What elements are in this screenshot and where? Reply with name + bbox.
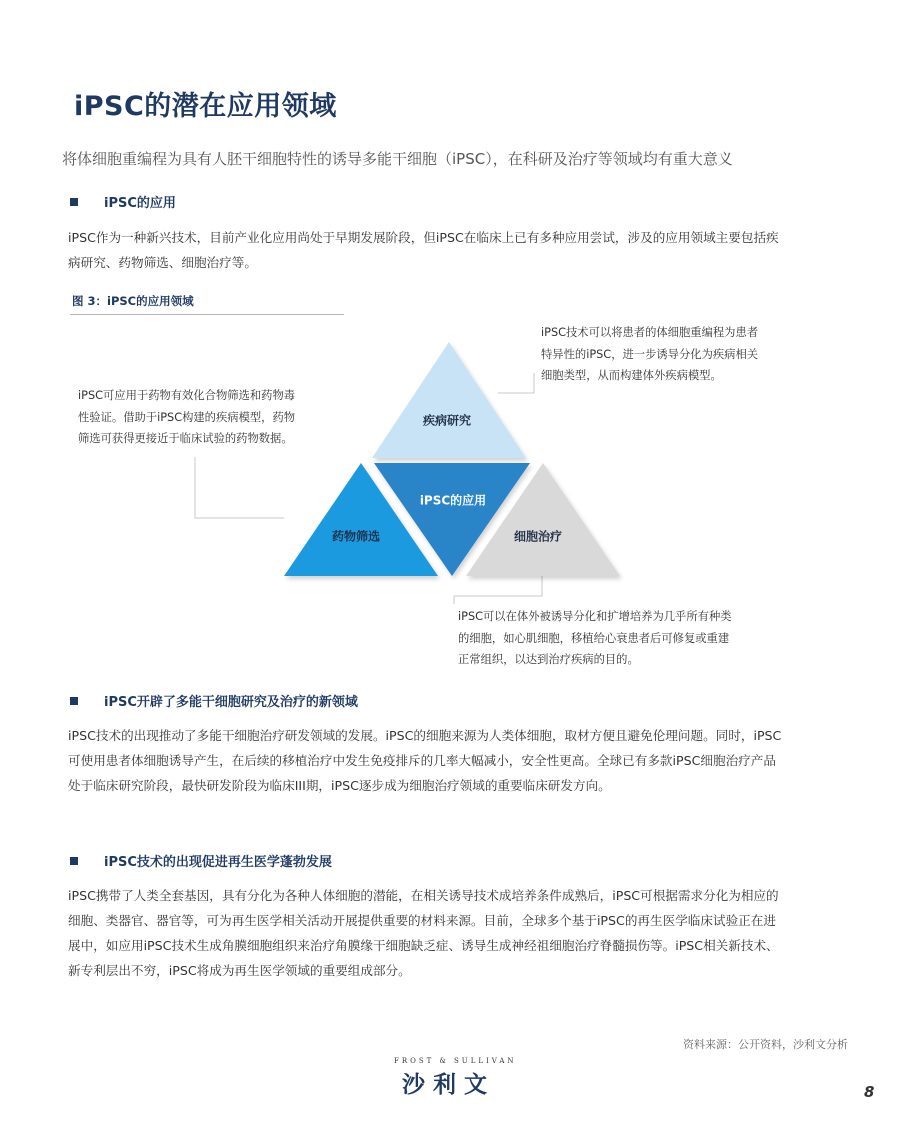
page-number: 8 (864, 1083, 875, 1101)
callout-drug-screening: iPSC可应用于药物有效化合物筛选和药物毒 性验证。借助于iPSC构建的疾病模型，药物 筛选可获得更接近于临床试验的药物数据。 (78, 389, 296, 445)
logo-english-text: FROST & SULLIVAN (394, 1057, 517, 1065)
callout-disease-research: iPSC技术可以将患者的体细胞重编程为患者 特异性的iPSC，进一步诱导分化为疾病相关 细胞类型，从而构建体外疾病模型。 (541, 326, 759, 382)
callout-cell-therapy: iPSC可以在体外被诱导分化和扩增培养为几乎所有种类 的细胞，如心肌细胞，移植给心衰患者后可修复或重建 正常组织，以达到治疗疾病的目的。 (458, 610, 732, 666)
logo-chinese-text: 沙利文 (402, 1072, 495, 1098)
section-heading-application: iPSC的应用 (70, 192, 176, 211)
label-disease-research: 疾病研究 (422, 413, 472, 428)
triangle-disease-research (372, 342, 526, 458)
section-heading-new-field: iPSC开辟了多能干细胞研究及治疗的新领域 (70, 691, 358, 710)
page-subtitle: 将体细胞重编程为具有人胚干细胞特性的诱导多能干细胞（iPSC），在科研及治疗等领域均有重大意义 (62, 150, 733, 168)
label-drug-screening: 药物筛选 (331, 529, 381, 544)
section-paragraph-new-field: iPSC技术的出现推动了多能干细胞治疗研发领域的发展。iPSC的细胞来源为人类体细胞，取材方便且避免伦理问题。同时，iPSC 可使用患者体细胞诱导产生，在后续的移植治疗中发生免疫排斥的几率大幅减小，安全性更高。全球已有多款iPSC细胞治疗产品 处于临床研究阶段，最快研发阶段为临床III期，iPSC逐步成为细胞治疗领域的重要临床研发方向。 (68, 728, 782, 793)
label-ipsc-application: iPSC的应用 (419, 493, 487, 508)
connector-line-bottom (454, 576, 542, 604)
connector-line-top (498, 373, 534, 393)
section-heading-regenerative-medicine: iPSC技术的出现促进再生医学蓬勃发展 (70, 851, 332, 870)
label-cell-therapy: 细胞治疗 (513, 529, 563, 544)
page-title: iPSC的潜在应用领域 (74, 91, 337, 122)
section-paragraph-application: iPSC作为一种新兴技术，目前产业化应用尚处于早期发展阶段，但iPSC在临床上已有多种应用尝试，涉及的应用领域主要包括疾 病研究、药物筛选、细胞治疗等。 (68, 230, 779, 270)
bullet-square-icon (70, 857, 78, 865)
connector-line-left (195, 457, 284, 518)
source-note: 资料来源：公开资料，沙利文分析 (683, 1038, 848, 1051)
figure-label: 图 3：iPSC的应用领域 (72, 294, 194, 308)
bullet-square-icon (70, 697, 78, 705)
section-paragraph-regenerative-medicine: iPSC携带了人类全套基因，具有分化为各种人体细胞的潜能，在相关诱导技术成培养条件成熟后，iPSC可根据需求分化为相应的 细胞、类器官、器官等，可为再生医学相关活动开展提供重要的材料来源。目前，全球多个基于iPSC的再生医学临床试验正在进 展中，如应用iPSC技术生成角膜细胞组织来治疗角膜缘干细胞缺乏症、诱导生成神经祖细胞治疗脊髓损伤等。iPSC相关新技术、 新专利层出不穷，iPSC将成为再生医学领域的重要组成部分。 (68, 888, 779, 978)
